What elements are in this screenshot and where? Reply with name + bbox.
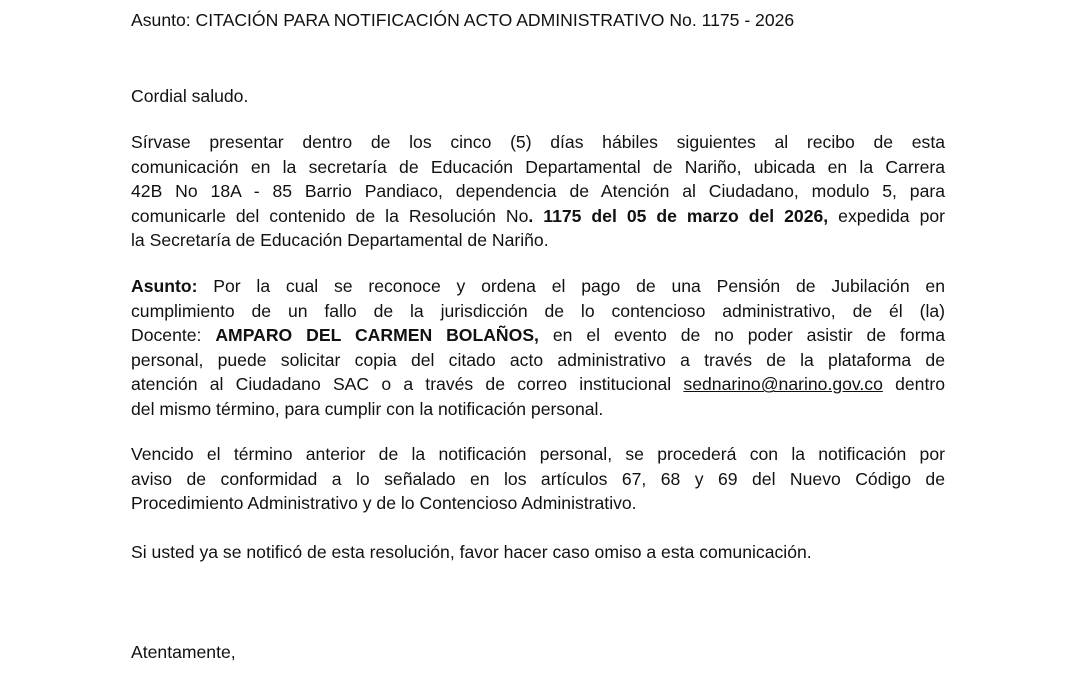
- paragraph-line: [131, 323, 945, 348]
- paragraph-line: aviso de conformidad a lo señalado en los artículos 67, 68 y 69 del Nuevo Código de: [131, 468, 945, 489]
- paragraph-line: [131, 274, 945, 299]
- docente-name: AMPARO DEL CARMEN BOLAÑOS,: [215, 325, 539, 346]
- paragraph-line: Vencido el término anterior de la notificación personal, se procederá con la notificación por: [131, 444, 945, 464]
- docente-text: en el evento de no poder asistir de forma: [538, 325, 945, 346]
- resolution-text: comunicarle del contenido de la Resolución No: [131, 205, 529, 226]
- email-text-end: dentro: [882, 374, 945, 395]
- paragraph-line: del mismo término, para cumplir con la notificación personal.: [131, 398, 604, 419]
- subject-text: Por la cual se reconoce y ordena el pago de una Pensión de Jubilación en: [197, 276, 945, 296]
- greeting: Cordial saludo.: [131, 86, 249, 106]
- paragraph-line: comunicación en la secretaría de Educación Departamental de Nariño, ubicada en la Carrera: [131, 156, 945, 177]
- paragraph-line: personal, puede solicitar copia del citado acto administrativo a través de la plataforma de: [131, 349, 945, 370]
- resolution-text-end: expedida por: [828, 205, 945, 226]
- paragraph-subject: [131, 274, 945, 422]
- paragraph-ignore-notice: Si usted ya se notificó de esta resolución, favor hacer caso omiso a esta comunicación.: [131, 542, 812, 562]
- paragraph-line: [131, 204, 945, 229]
- paragraph-citation: [131, 130, 945, 253]
- email-text: atención al Ciudadano SAC o a través de correo institucional: [131, 374, 684, 395]
- resolution-number: . 1175 del 05 de marzo del 2026,: [528, 205, 829, 226]
- paragraph-expiration: [131, 442, 945, 516]
- email-link[interactable]: sednarino@narino.gov.co: [683, 374, 883, 395]
- paragraph-line: 42B No 18A - 85 Barrio Pandiaco, dependencia de Atención al Ciudadano, modulo 5, para: [131, 181, 945, 202]
- subject-line: Asunto: CITACIÓN PARA NOTIFICACIÓN ACTO ADMINISTRATIVO No. 1175 - 2026: [131, 10, 795, 30]
- paragraph-line: Procedimiento Administrativo y de lo Contencioso Administrativo.: [131, 493, 637, 514]
- paragraph-line: cumplimiento de un fallo de la jurisdicción de lo contencioso administrativo, de él (la): [131, 300, 945, 321]
- subject-label: Asunto:: [131, 276, 198, 296]
- paragraph-line: la Secretaría de Educación Departamental de Nariño.: [131, 230, 549, 251]
- closing: Atentamente,: [131, 642, 236, 662]
- docente-label: Docente:: [131, 325, 216, 346]
- paragraph-line: Sírvase presentar dentro de los cinco (5) días hábiles siguientes al recibo de esta: [131, 132, 945, 152]
- paragraph-line: [131, 372, 945, 397]
